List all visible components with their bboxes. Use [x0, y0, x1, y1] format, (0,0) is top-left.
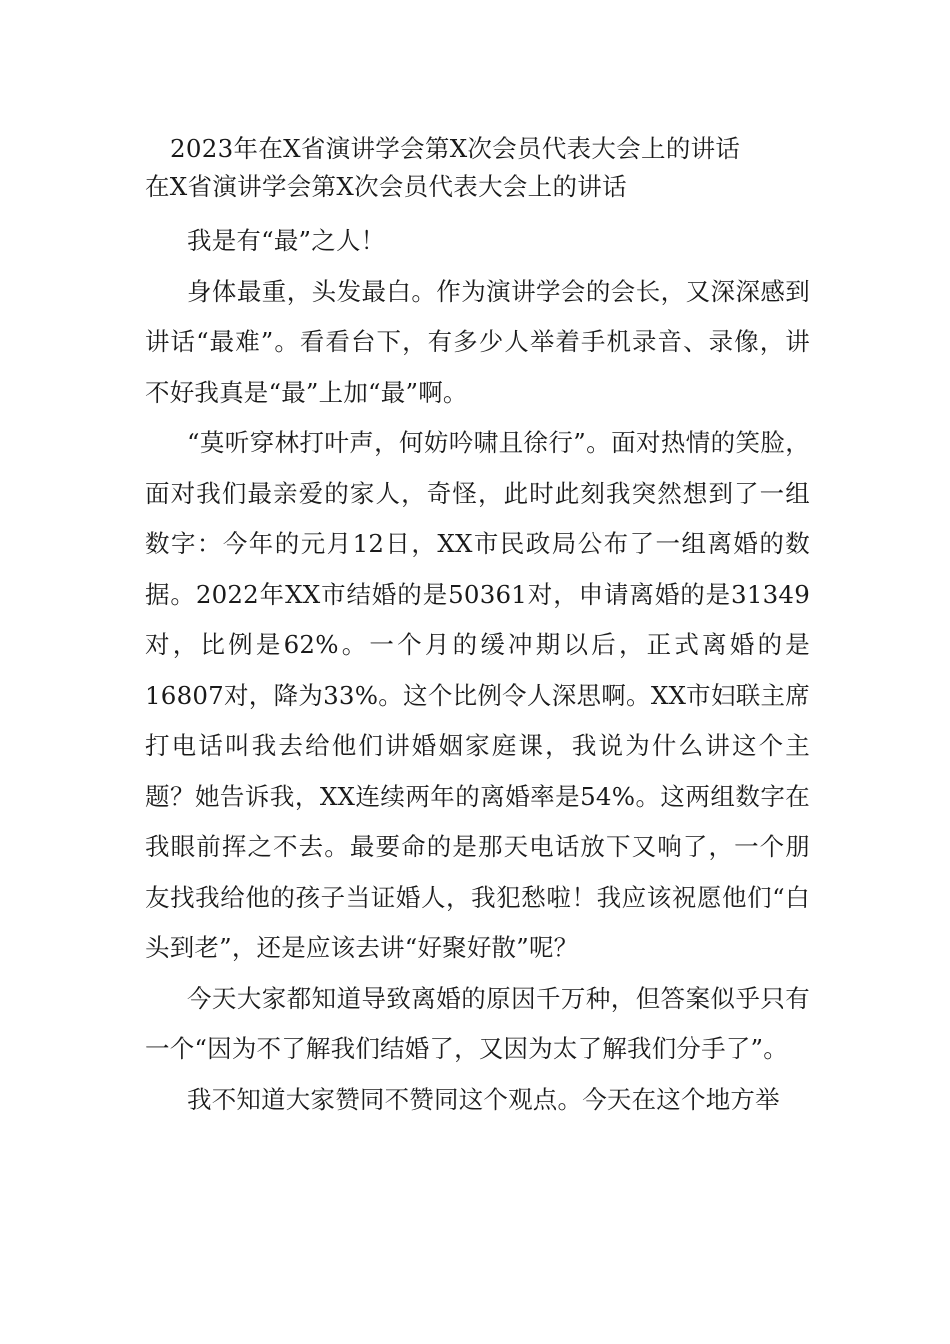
paragraph-1: 我是有“最”之人！	[187, 226, 386, 255]
paragraph-4: 今天大家都知道导致离婚的原因千万种，但答案似乎只有一个“因为不了解我们结婚了，又因为太了解我们分手了”。	[145, 983, 810, 1063]
document-subtitle: 在X省演讲学会第X次会员代表大会上的讲话	[145, 172, 627, 201]
paragraph-2: 身体最重，头发最白。作为演讲学会的会长，又深深感到讲话“最难”。看看台下，有多少人举着手机录音、录像，讲不好我真是“最”上加“最”啊。	[145, 276, 810, 407]
document-title: 2023年在X省演讲学会第X次会员代表大会上的讲话	[170, 134, 741, 163]
paragraph-3: “莫听穿林打叶声，何妨吟啸且徐行”。面对热情的笑脸，面对我们最亲爱的家人，奇怪，此时此刻我突然想到了一组数字：今年的元月12日，XX市民政局公布了一组离婚的数据。2022年XX市结婚的是50361对，申请离婚的是31349对，比例是62%。一个月的缓冲期以后，正式离婚的是16807对，降为33%。这个比例令人深思啊。XX市妇联主席打电话叫我去给他们讲婚姻家庭课，我说为什么讲这个主题？她告诉我，XX连续两年的离婚率是54%。这两组数字在我眼前挥之不去。最要命的是那天电话放下又响了，一个朋友找我给他的孩子当证婚人，我犯愁啦！我应该祝愿他们“白头到老”，还是应该去讲“好聚好散”呢？	[145, 428, 810, 962]
paragraph-5: 我不知道大家赞同不赞同这个观点。今天在这个地方举	[187, 1084, 780, 1114]
document-body	[145, 130, 810, 1125]
